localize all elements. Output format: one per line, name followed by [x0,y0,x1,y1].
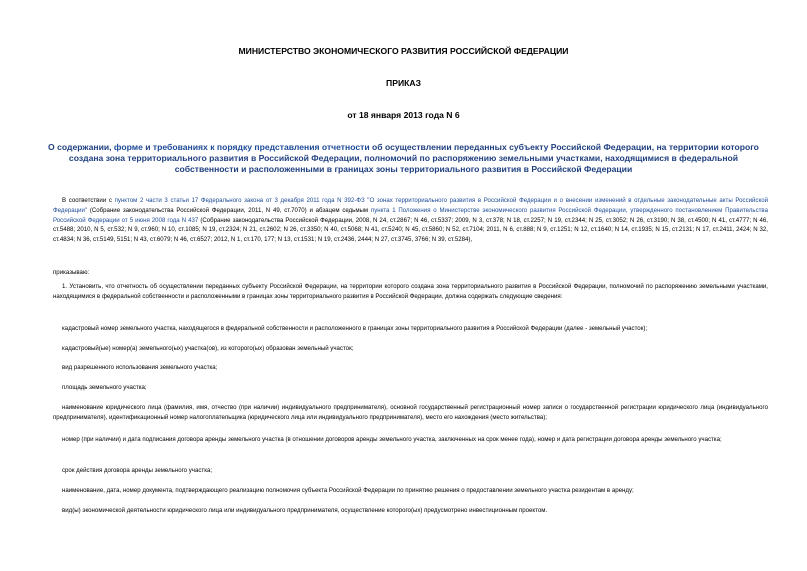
list-item: вид разрешенного использования земельного участка; [62,364,218,371]
link-federal-law[interactable]: пунктом 2 части 3 статьи 17 Федерального закона от 3 декабря 2011 года N 392-ФЗ "О зонах территориального развития в Российской Федерации и о внесении изменений в отдельные законодательные акты Российской Федерации" [53,197,769,214]
list-item: срок действия договора аренды земельного участка; [62,467,213,474]
list-item: наименование, дата, номер документа, подтверждающего реализацию полномочия субъекта Российской Федерации по принятию решения о предоставлении земельного участка резидентам в аренду; [62,487,634,494]
title-text-1: О содержании, [48,142,114,152]
order-heading: ПРИКАЗ [386,78,421,88]
link-form[interactable]: форме [113,142,143,152]
list-item: номер (при наличии) и дата подписания договора аренды земельного участка (в отношении договоров аренды земельного участка, заключенных на срок менее года), номер и дата регистрации договора аренды земельного участка; [62,436,722,443]
list-item: вид(ы) экономической деятельности юридического лица или индивидуального предпринимателя, осуществление которого(ых) предусмотрено инвестиционным проектом. [62,507,548,514]
preamble-text-3: (Собрание законодательства Российской Федерации, 2008, N 24, ст.2867; N 46, ст.5337; 2009, N 3, ст.378; N 18, ст.2257; N 19, ст.2344; N 25, ст.3052; N 26, ст.3190; N 38, ст.4500; N 41, ст.4777; N 46, ст.5488; 2010, N 5, ст.532; N 9, ст.960; N 10, ст.1085; N 19, ст.2324; N 21, ст.2602; N 26, ст.3350; N 40, ст.5068; N 41, ст.5240; N 45, ст.5860; N 52, ст.7104; 2011, N 6, ст.888; N 9, ст.1251; N 12, ст.1640; N 14, ст.1935; N 15, ст.2131; N 17, ст.2411, 2424; N 32, ст.4834; N 36, ст.5149, 5151; N 43, ст.6079; N 46, ст.6527; 2012, N 1, ст.170, 177; N 13, ст.1531; N 19, ст.2436, 2444; N 27, ст.3745, 3766; N 39, ст.5284), [53,216,768,244]
list-item: наименование юридического лица (фамилия, имя, отчество (при наличии) индивидуального предпринимателя), основной государственный регистрационный номер записи о государственной регистрации юридического лица (индивидуального предпринимателя), идентификационный номер налогоплательщика (юридического лица или индивидуального предпринимателя), место его нахождения (место жительства); [53,404,768,421]
preamble-paragraph [53,196,768,245]
list-item: кадастровый(ые) номер(а) земельного(ых) участка(ов), из которого(ых) образован земельный участок; [62,345,354,352]
preamble-text-1: В соответствии с [62,197,115,204]
document-title [40,142,767,175]
ministry-heading: МИНИСТЕРСТВО ЭКОНОМИЧЕСКОГО РАЗВИТИЯ РОССИЙСКОЙ ФЕДЕРАЦИИ [238,46,569,56]
point-1-paragraph: 1. Установить, что отчетность об осуществлении переданных субъекту Российской Федерации, на территории которого создана зона территориального развития в Российской Федерации, полномочий по распоряжению земельными участками, находящимися в федеральной собственности и расположенными в границах зоны территориального развития в Российской Федерации, должна содержать следующие сведения: [53,283,768,300]
title-text-2: и [142,142,153,152]
link-ministry-regulation[interactable]: пункта 1 Положения о Министерстве экономического развития Российской Федерации, утвержденного постановлением Правительства Российской Федерации от 5 июня 2008 года N 437 [53,206,768,224]
list-item: кадастровый номер земельного участка, находящегося в федеральной собственности и расположенного в границах зоны территориального развития в Российской Федерации (далее - земельный участок); [62,325,648,332]
order-date-number: от 18 января 2013 года N 6 [347,110,460,120]
title-text-3: об осуществлении переданных субъекту Российской Федерации, на территории которого создана зона территориального развития в Российской Федерации, полномочий по распоряжению земельными участками, находящимися в федеральной собственности и расположенными в границах зоны территориального развития в Российской Федерации [68,142,759,174]
preamble-text-2: (Собрание законодательства Российской Федерации, 2011, N 49, ст.7070) и абзацем седьмым [87,206,371,214]
ordered-text: приказываю: [53,269,90,276]
list-item: площадь земельного участка; [62,384,147,391]
link-requirements[interactable]: требованиях к порядку представления отчетности [152,142,370,152]
